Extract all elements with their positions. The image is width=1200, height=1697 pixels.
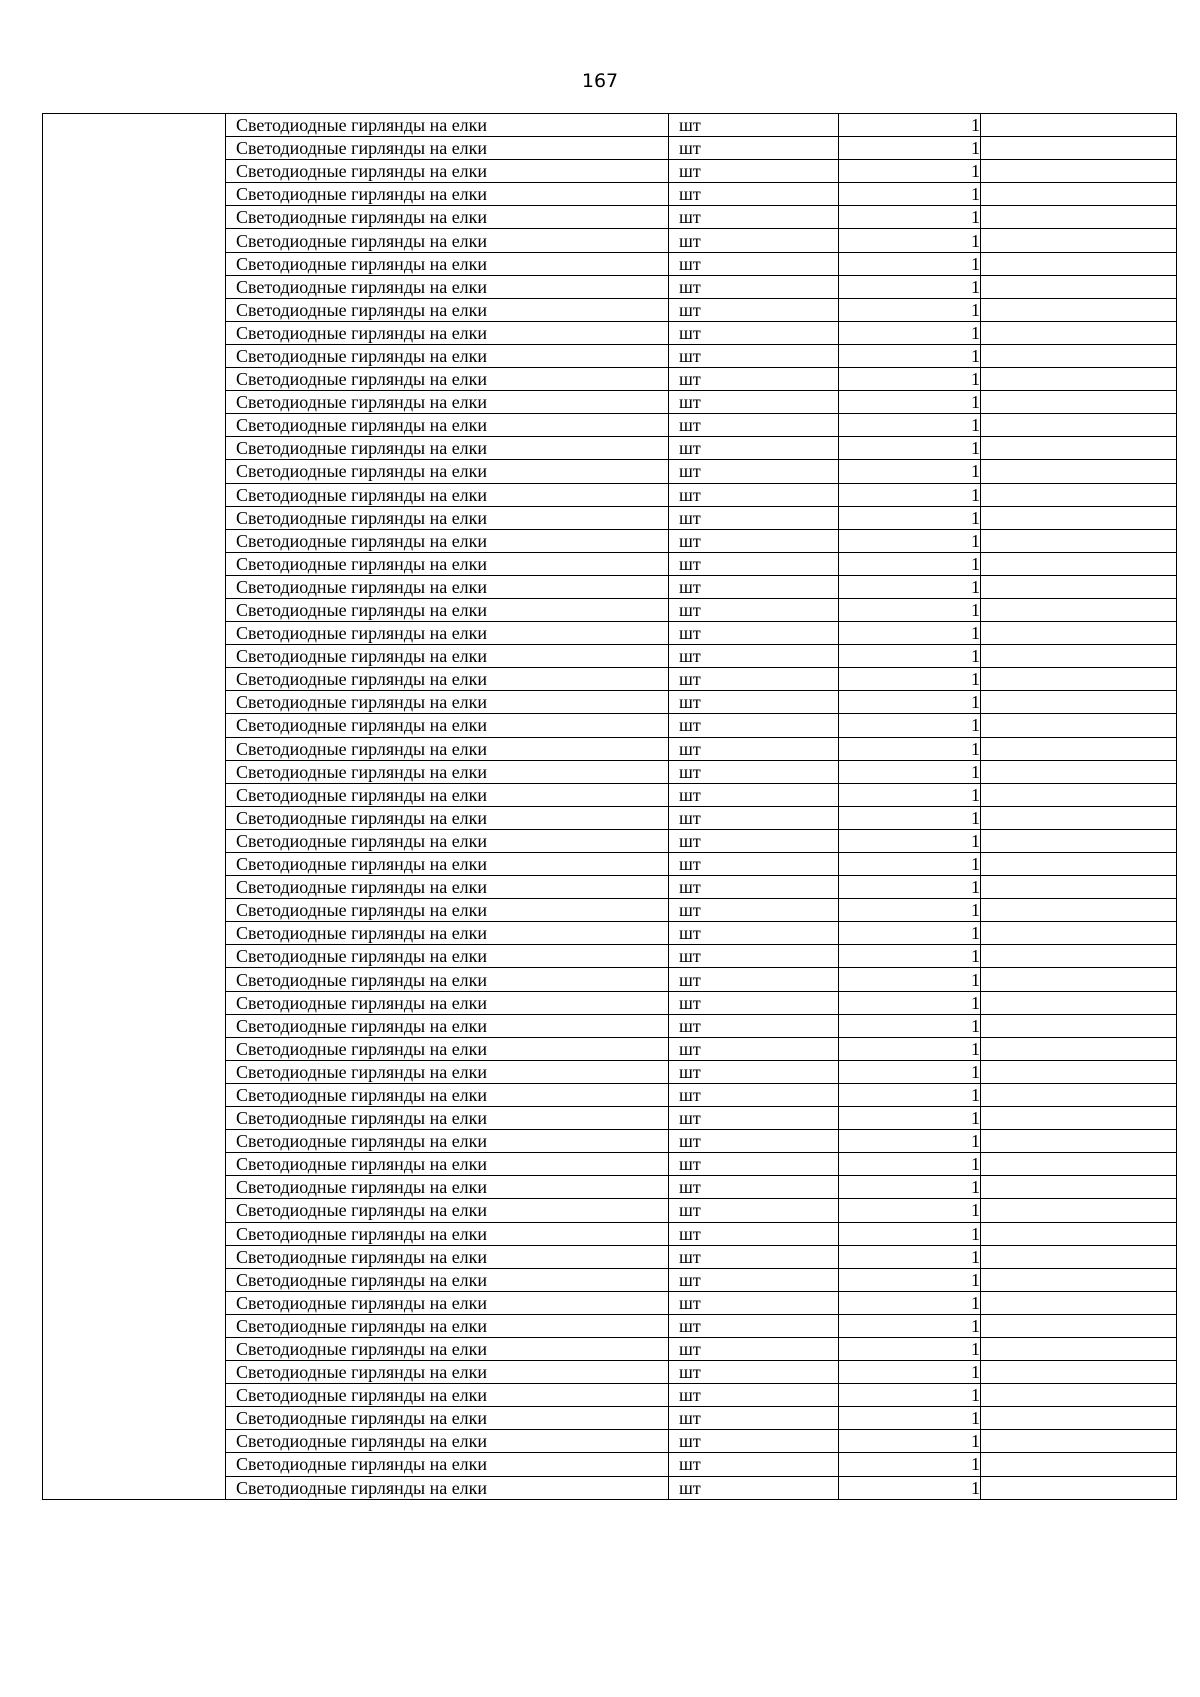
name-cell: Светодиодные гирлянды на елки xyxy=(226,275,669,298)
note-cell xyxy=(981,922,1177,945)
name-cell: Светодиодные гирлянды на елки xyxy=(226,899,669,922)
unit-cell: шт xyxy=(669,622,839,645)
quantity-cell: 1 xyxy=(839,1176,981,1199)
note-cell xyxy=(981,829,1177,852)
unit-cell: шт xyxy=(669,922,839,945)
note-cell xyxy=(981,714,1177,737)
unit-cell: шт xyxy=(669,414,839,437)
unit-cell: шт xyxy=(669,1453,839,1476)
note-cell xyxy=(981,1199,1177,1222)
table-row xyxy=(43,114,1177,137)
name-cell: Светодиодные гирлянды на елки xyxy=(226,598,669,621)
note-cell xyxy=(981,552,1177,575)
unit-cell: шт xyxy=(669,598,839,621)
quantity-cell: 1 xyxy=(839,645,981,668)
note-cell xyxy=(981,783,1177,806)
note-cell xyxy=(981,483,1177,506)
name-cell: Светодиодные гирлянды на елки xyxy=(226,206,669,229)
quantity-cell: 1 xyxy=(839,414,981,437)
quantity-cell: 1 xyxy=(839,1245,981,1268)
name-cell: Светодиодные гирлянды на елки xyxy=(226,529,669,552)
quantity-cell: 1 xyxy=(839,1337,981,1360)
name-cell: Светодиодные гирлянды на елки xyxy=(226,552,669,575)
name-cell: Светодиодные гирлянды на елки xyxy=(226,114,669,137)
name-cell: Светодиодные гирлянды на елки xyxy=(226,368,669,391)
unit-cell: шт xyxy=(669,945,839,968)
note-cell xyxy=(981,321,1177,344)
quantity-cell: 1 xyxy=(839,183,981,206)
note-cell xyxy=(981,252,1177,275)
name-cell: Светодиодные гирлянды на елки xyxy=(226,1153,669,1176)
name-cell: Светодиодные гирлянды на елки xyxy=(226,391,669,414)
quantity-cell: 1 xyxy=(839,853,981,876)
unit-cell: шт xyxy=(669,321,839,344)
note-cell xyxy=(981,1291,1177,1314)
note-cell xyxy=(981,1222,1177,1245)
quantity-cell: 1 xyxy=(839,137,981,160)
quantity-cell: 1 xyxy=(839,1014,981,1037)
quantity-cell: 1 xyxy=(839,922,981,945)
note-cell xyxy=(981,737,1177,760)
quantity-cell: 1 xyxy=(839,1222,981,1245)
note-cell xyxy=(981,668,1177,691)
unit-cell: шт xyxy=(669,760,839,783)
quantity-cell: 1 xyxy=(839,160,981,183)
name-cell: Светодиодные гирлянды на елки xyxy=(226,714,669,737)
note-cell xyxy=(981,1107,1177,1130)
quantity-cell: 1 xyxy=(839,1453,981,1476)
quantity-cell: 1 xyxy=(839,737,981,760)
unit-cell: шт xyxy=(669,552,839,575)
unit-cell: шт xyxy=(669,275,839,298)
note-cell xyxy=(981,344,1177,367)
unit-cell: шт xyxy=(669,1245,839,1268)
name-cell: Светодиодные гирлянды на елки xyxy=(226,876,669,899)
name-cell: Светодиодные гирлянды на елки xyxy=(226,853,669,876)
name-cell: Светодиодные гирлянды на елки xyxy=(226,1107,669,1130)
note-cell xyxy=(981,899,1177,922)
unit-cell: шт xyxy=(669,483,839,506)
unit-cell: шт xyxy=(669,368,839,391)
note-cell xyxy=(981,1245,1177,1268)
unit-cell: шт xyxy=(669,1430,839,1453)
name-cell: Светодиодные гирлянды на елки xyxy=(226,575,669,598)
quantity-cell: 1 xyxy=(839,391,981,414)
name-cell: Светодиодные гирлянды на елки xyxy=(226,344,669,367)
note-cell xyxy=(981,1453,1177,1476)
quantity-cell: 1 xyxy=(839,1130,981,1153)
unit-cell: шт xyxy=(669,229,839,252)
quantity-cell: 1 xyxy=(839,1083,981,1106)
name-cell: Светодиодные гирлянды на елки xyxy=(226,1176,669,1199)
name-cell: Светодиодные гирлянды на елки xyxy=(226,321,669,344)
unit-cell: шт xyxy=(669,1107,839,1130)
unit-cell: шт xyxy=(669,460,839,483)
note-cell xyxy=(981,1384,1177,1407)
note-cell xyxy=(981,645,1177,668)
quantity-cell: 1 xyxy=(839,1407,981,1430)
unit-cell: шт xyxy=(669,1268,839,1291)
unit-cell: шт xyxy=(669,1130,839,1153)
note-cell xyxy=(981,1314,1177,1337)
quantity-cell: 1 xyxy=(839,899,981,922)
quantity-cell: 1 xyxy=(839,806,981,829)
name-cell: Светодиодные гирлянды на елки xyxy=(226,1384,669,1407)
note-cell xyxy=(981,368,1177,391)
name-cell: Светодиодные гирлянды на елки xyxy=(226,783,669,806)
quantity-cell: 1 xyxy=(839,460,981,483)
name-cell: Светодиодные гирлянды на елки xyxy=(226,1245,669,1268)
name-cell: Светодиодные гирлянды на елки xyxy=(226,1222,669,1245)
quantity-cell: 1 xyxy=(839,206,981,229)
unit-cell: шт xyxy=(669,344,839,367)
note-cell xyxy=(981,991,1177,1014)
unit-cell: шт xyxy=(669,668,839,691)
note-cell xyxy=(981,968,1177,991)
note-cell xyxy=(981,298,1177,321)
quantity-cell: 1 xyxy=(839,991,981,1014)
unit-cell: шт xyxy=(669,183,839,206)
name-cell: Светодиодные гирлянды на елки xyxy=(226,460,669,483)
quantity-cell: 1 xyxy=(839,968,981,991)
unit-cell: шт xyxy=(669,1361,839,1384)
unit-cell: шт xyxy=(669,1060,839,1083)
unit-cell: шт xyxy=(669,876,839,899)
note-cell xyxy=(981,1361,1177,1384)
name-cell: Светодиодные гирлянды на елки xyxy=(226,922,669,945)
unit-cell: шт xyxy=(669,206,839,229)
name-cell: Светодиодные гирлянды на елки xyxy=(226,1361,669,1384)
unit-cell: шт xyxy=(669,691,839,714)
quantity-cell: 1 xyxy=(839,783,981,806)
name-cell: Светодиодные гирлянды на елки xyxy=(226,160,669,183)
quantity-cell: 1 xyxy=(839,1199,981,1222)
unit-cell: шт xyxy=(669,1384,839,1407)
quantity-cell: 1 xyxy=(839,368,981,391)
quantity-cell: 1 xyxy=(839,529,981,552)
unit-cell: шт xyxy=(669,783,839,806)
name-cell: Светодиодные гирлянды на елки xyxy=(226,1037,669,1060)
name-cell: Светодиодные гирлянды на елки xyxy=(226,1130,669,1153)
quantity-cell: 1 xyxy=(839,1291,981,1314)
note-cell xyxy=(981,414,1177,437)
unit-cell: шт xyxy=(669,737,839,760)
unit-cell: шт xyxy=(669,899,839,922)
unit-cell: шт xyxy=(669,160,839,183)
unit-cell: шт xyxy=(669,437,839,460)
name-cell: Светодиодные гирлянды на елки xyxy=(226,298,669,321)
name-cell: Светодиодные гирлянды на елки xyxy=(226,437,669,460)
name-cell: Светодиодные гирлянды на елки xyxy=(226,1199,669,1222)
name-cell: Светодиодные гирлянды на елки xyxy=(226,691,669,714)
note-cell xyxy=(981,1060,1177,1083)
unit-cell: шт xyxy=(669,714,839,737)
note-cell xyxy=(981,229,1177,252)
quantity-cell: 1 xyxy=(839,1430,981,1453)
quantity-cell: 1 xyxy=(839,229,981,252)
quantity-cell: 1 xyxy=(839,1060,981,1083)
unit-cell: шт xyxy=(669,1291,839,1314)
quantity-cell: 1 xyxy=(839,344,981,367)
name-cell: Светодиодные гирлянды на елки xyxy=(226,414,669,437)
quantity-cell: 1 xyxy=(839,1268,981,1291)
name-cell: Светодиодные гирлянды на елки xyxy=(226,252,669,275)
note-cell xyxy=(981,760,1177,783)
unit-cell: шт xyxy=(669,1199,839,1222)
note-cell xyxy=(981,137,1177,160)
note-cell xyxy=(981,598,1177,621)
unit-cell: шт xyxy=(669,1222,839,1245)
quantity-cell: 1 xyxy=(839,321,981,344)
note-cell xyxy=(981,806,1177,829)
note-cell xyxy=(981,275,1177,298)
name-cell: Светодиодные гирлянды на елки xyxy=(226,137,669,160)
note-cell xyxy=(981,622,1177,645)
unit-cell: шт xyxy=(669,137,839,160)
note-cell xyxy=(981,1176,1177,1199)
name-cell: Светодиодные гирлянды на елки xyxy=(226,622,669,645)
unit-cell: шт xyxy=(669,853,839,876)
note-cell xyxy=(981,460,1177,483)
unit-cell: шт xyxy=(669,968,839,991)
quantity-cell: 1 xyxy=(839,552,981,575)
unit-cell: шт xyxy=(669,1083,839,1106)
note-cell xyxy=(981,160,1177,183)
unit-cell: шт xyxy=(669,391,839,414)
name-cell: Светодиодные гирлянды на елки xyxy=(226,1430,669,1453)
unit-cell: шт xyxy=(669,114,839,137)
name-cell: Светодиодные гирлянды на елки xyxy=(226,1476,669,1499)
unit-cell: шт xyxy=(669,829,839,852)
name-cell: Светодиодные гирлянды на елки xyxy=(226,1014,669,1037)
name-cell: Светодиодные гирлянды на елки xyxy=(226,760,669,783)
quantity-cell: 1 xyxy=(839,1476,981,1499)
quantity-cell: 1 xyxy=(839,622,981,645)
quantity-cell: 1 xyxy=(839,760,981,783)
unit-cell: шт xyxy=(669,506,839,529)
quantity-cell: 1 xyxy=(839,876,981,899)
quantity-cell: 1 xyxy=(839,1107,981,1130)
note-cell xyxy=(981,1130,1177,1153)
note-cell xyxy=(981,1153,1177,1176)
note-cell xyxy=(981,1430,1177,1453)
name-cell: Светодиодные гирлянды на елки xyxy=(226,1314,669,1337)
quantity-cell: 1 xyxy=(839,1384,981,1407)
quantity-cell: 1 xyxy=(839,298,981,321)
note-cell xyxy=(981,876,1177,899)
name-cell: Светодиодные гирлянды на елки xyxy=(226,991,669,1014)
quantity-cell: 1 xyxy=(839,945,981,968)
note-cell xyxy=(981,1268,1177,1291)
name-cell: Светодиодные гирлянды на елки xyxy=(226,829,669,852)
unit-cell: шт xyxy=(669,298,839,321)
name-cell: Светодиодные гирлянды на елки xyxy=(226,1060,669,1083)
items-table xyxy=(42,113,1177,1500)
name-cell: Светодиодные гирлянды на елки xyxy=(226,806,669,829)
unit-cell: шт xyxy=(669,1014,839,1037)
note-cell xyxy=(981,1337,1177,1360)
note-cell xyxy=(981,1083,1177,1106)
name-cell: Светодиодные гирлянды на елки xyxy=(226,945,669,968)
unit-cell: шт xyxy=(669,991,839,1014)
note-cell xyxy=(981,691,1177,714)
quantity-cell: 1 xyxy=(839,691,981,714)
note-cell xyxy=(981,575,1177,598)
unit-cell: шт xyxy=(669,1037,839,1060)
quantity-cell: 1 xyxy=(839,1037,981,1060)
quantity-cell: 1 xyxy=(839,1314,981,1337)
unit-cell: шт xyxy=(669,1407,839,1430)
unit-cell: шт xyxy=(669,645,839,668)
name-cell: Светодиодные гирлянды на елки xyxy=(226,737,669,760)
unit-cell: шт xyxy=(669,1153,839,1176)
quantity-cell: 1 xyxy=(839,1361,981,1384)
quantity-cell: 1 xyxy=(839,437,981,460)
unit-cell: шт xyxy=(669,575,839,598)
note-cell xyxy=(981,1037,1177,1060)
name-cell: Светодиодные гирлянды на елки xyxy=(226,1291,669,1314)
name-cell: Светодиодные гирлянды на елки xyxy=(226,668,669,691)
table-body xyxy=(43,114,1177,1500)
unit-cell: шт xyxy=(669,529,839,552)
quantity-cell: 1 xyxy=(839,668,981,691)
name-cell: Светодиодные гирлянды на елки xyxy=(226,1268,669,1291)
quantity-cell: 1 xyxy=(839,1153,981,1176)
note-cell xyxy=(981,437,1177,460)
group-cell xyxy=(43,114,226,1500)
note-cell xyxy=(981,1014,1177,1037)
unit-cell: шт xyxy=(669,1176,839,1199)
quantity-cell: 1 xyxy=(839,506,981,529)
quantity-cell: 1 xyxy=(839,483,981,506)
note-cell xyxy=(981,945,1177,968)
name-cell: Светодиодные гирлянды на елки xyxy=(226,506,669,529)
note-cell xyxy=(981,1407,1177,1430)
name-cell: Светодиодные гирлянды на елки xyxy=(226,229,669,252)
unit-cell: шт xyxy=(669,252,839,275)
page-number: 167 xyxy=(581,70,619,92)
note-cell xyxy=(981,529,1177,552)
unit-cell: шт xyxy=(669,1314,839,1337)
name-cell: Светодиодные гирлянды на елки xyxy=(226,645,669,668)
name-cell: Светодиодные гирлянды на елки xyxy=(226,183,669,206)
name-cell: Светодиодные гирлянды на елки xyxy=(226,1083,669,1106)
note-cell xyxy=(981,1476,1177,1499)
note-cell xyxy=(981,853,1177,876)
name-cell: Светодиодные гирлянды на елки xyxy=(226,1337,669,1360)
quantity-cell: 1 xyxy=(839,275,981,298)
note-cell xyxy=(981,114,1177,137)
quantity-cell: 1 xyxy=(839,575,981,598)
unit-cell: шт xyxy=(669,806,839,829)
note-cell xyxy=(981,206,1177,229)
name-cell: Светодиодные гирлянды на елки xyxy=(226,1407,669,1430)
unit-cell: шт xyxy=(669,1337,839,1360)
quantity-cell: 1 xyxy=(839,598,981,621)
quantity-cell: 1 xyxy=(839,252,981,275)
quantity-cell: 1 xyxy=(839,714,981,737)
name-cell: Светодиодные гирлянды на елки xyxy=(226,1453,669,1476)
note-cell xyxy=(981,183,1177,206)
note-cell xyxy=(981,506,1177,529)
name-cell: Светодиодные гирлянды на елки xyxy=(226,483,669,506)
quantity-cell: 1 xyxy=(839,114,981,137)
quantity-cell: 1 xyxy=(839,829,981,852)
unit-cell: шт xyxy=(669,1476,839,1499)
note-cell xyxy=(981,391,1177,414)
name-cell: Светодиодные гирлянды на елки xyxy=(226,968,669,991)
